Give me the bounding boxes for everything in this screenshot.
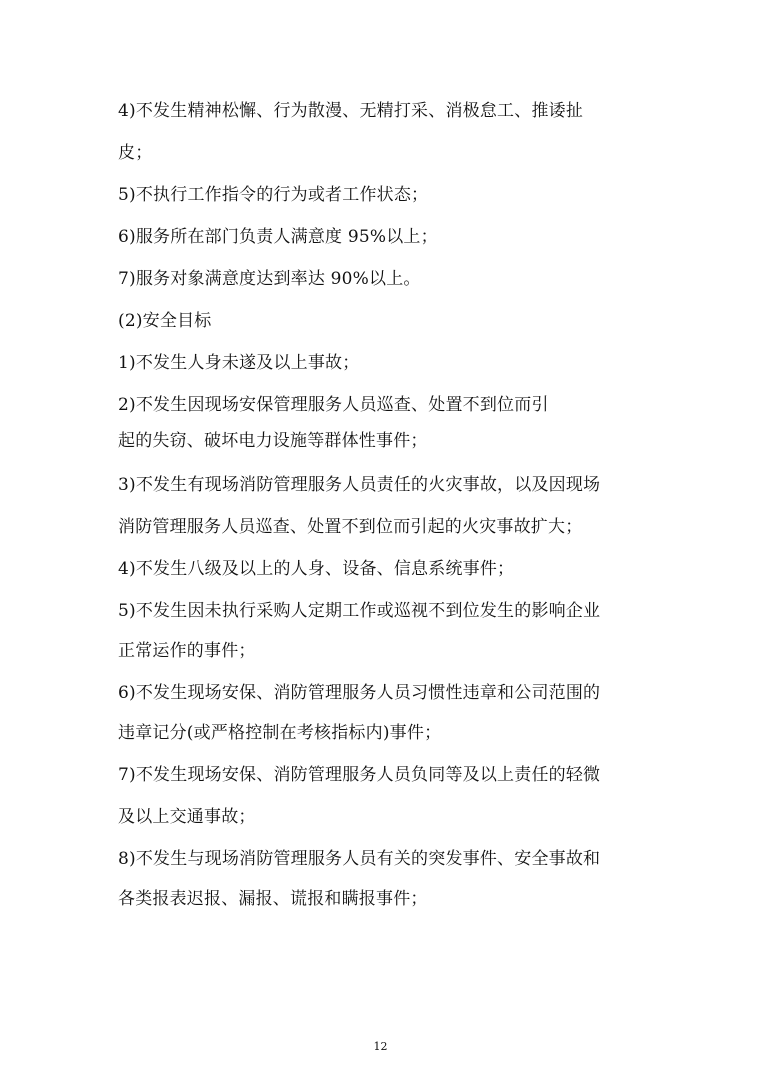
text-line: 4)不发生精神松懈、行为散漫、无精打采、消极怠工、推诿扯 — [118, 101, 584, 121]
text-line: 5)不执行工作指令的行为或者工作状态； — [118, 185, 429, 205]
text-line: 7)服务对象满意度达到率达 90%以上。 — [118, 269, 421, 289]
text-line: 6)服务所在部门负责人满意度 95%以上； — [118, 227, 438, 247]
text-line: 1)不发生人身未遂及以上事故； — [118, 353, 360, 373]
text-line: 消防管理服务人员巡查、处置不到位而引起的火灾事故扩大； — [118, 517, 583, 537]
text-line: 8)不发生与现场消防管理服务人员有关的突发事件、安全事故和 — [118, 849, 601, 869]
text-line: 5)不发生因未执行采购人定期工作或巡视不到位发生的影响企业 — [118, 601, 601, 621]
text-line: 各类报表迟报、漏报、谎报和瞒报事件； — [118, 889, 428, 909]
text-line: 4)不发生八级及以上的人身、设备、信息系统事件； — [118, 559, 515, 579]
page-number: 12 — [373, 1040, 388, 1053]
text-line: 3)不发生有现场消防管理服务人员责任的火灾事故，以及因现场 — [118, 475, 601, 495]
text-line: 违章记分(或严格控制在考核指标内)事件； — [118, 723, 442, 743]
text-line: 起的失窃、破坏电力设施等群体性事件； — [118, 431, 428, 451]
text-line: 2)不发生因现场安保管理服务人员巡查、处置不到位而引 — [118, 395, 549, 415]
text-line: 及以上交通事故； — [118, 807, 256, 827]
section-heading: (2)安全目标 — [118, 311, 212, 331]
text-line: 皮； — [118, 143, 153, 163]
text-line: 正常运作的事件； — [118, 641, 256, 661]
text-line: 6)不发生现场安保、消防管理服务人员习惯性违章和公司范围的 — [118, 683, 601, 703]
text-line: 7)不发生现场安保、消防管理服务人员负同等及以上责任的轻微 — [118, 765, 601, 785]
